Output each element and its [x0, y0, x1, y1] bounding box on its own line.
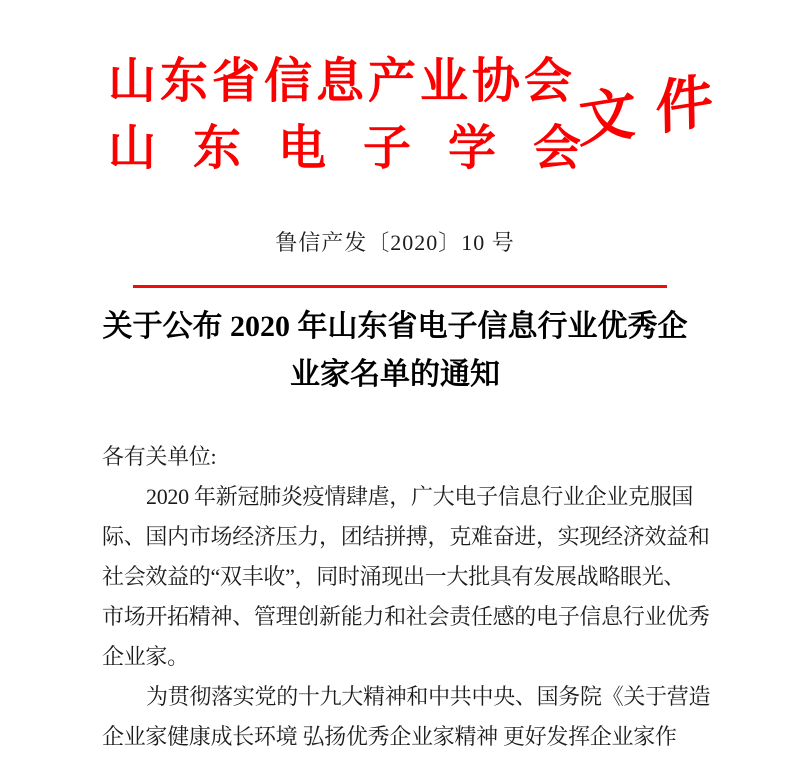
letterhead-doc-type-label: 文件 — [577, 64, 734, 155]
letterhead-org-line2: 山东电子学会 — [108, 122, 619, 175]
body-line: 社会效益的“双丰收”，同时涌现出一大批具有发展战略眼光、 — [102, 564, 686, 589]
body-line: 为贯彻落实党的十九大精神和中共中央、国务院《关于营造 — [146, 684, 711, 709]
body-line: 企业家。 — [102, 644, 189, 669]
body-line: 市场开拓精神、管理创新能力和社会责任感的电子信息行业优秀 — [102, 604, 710, 629]
doc-title-line2: 业家名单的通知 — [290, 358, 500, 391]
doc-body — [102, 437, 710, 757]
doc-number: 鲁信产发〔2020〕10 号 — [275, 230, 515, 255]
salutation: 各有关单位: — [102, 444, 217, 469]
doc-title — [0, 303, 790, 399]
body-line: 2020 年新冠肺炎疫情肆虐，广大电子信息行业企业克服国 — [146, 484, 694, 509]
red-divider-line — [133, 285, 667, 288]
doc-title-line1: 关于公布 2020 年山东省电子信息行业优秀企 — [102, 310, 688, 343]
body-line: 际、国内市场经济压力，团结拼搏，克难奋进，实现经济效益和 — [102, 524, 710, 549]
body-line: 企业家健康成长环境 弘扬优秀企业家精神 更好发挥企业家作 — [102, 724, 677, 749]
letterhead-org-line1: 山东省信息产业协会 — [108, 55, 577, 108]
